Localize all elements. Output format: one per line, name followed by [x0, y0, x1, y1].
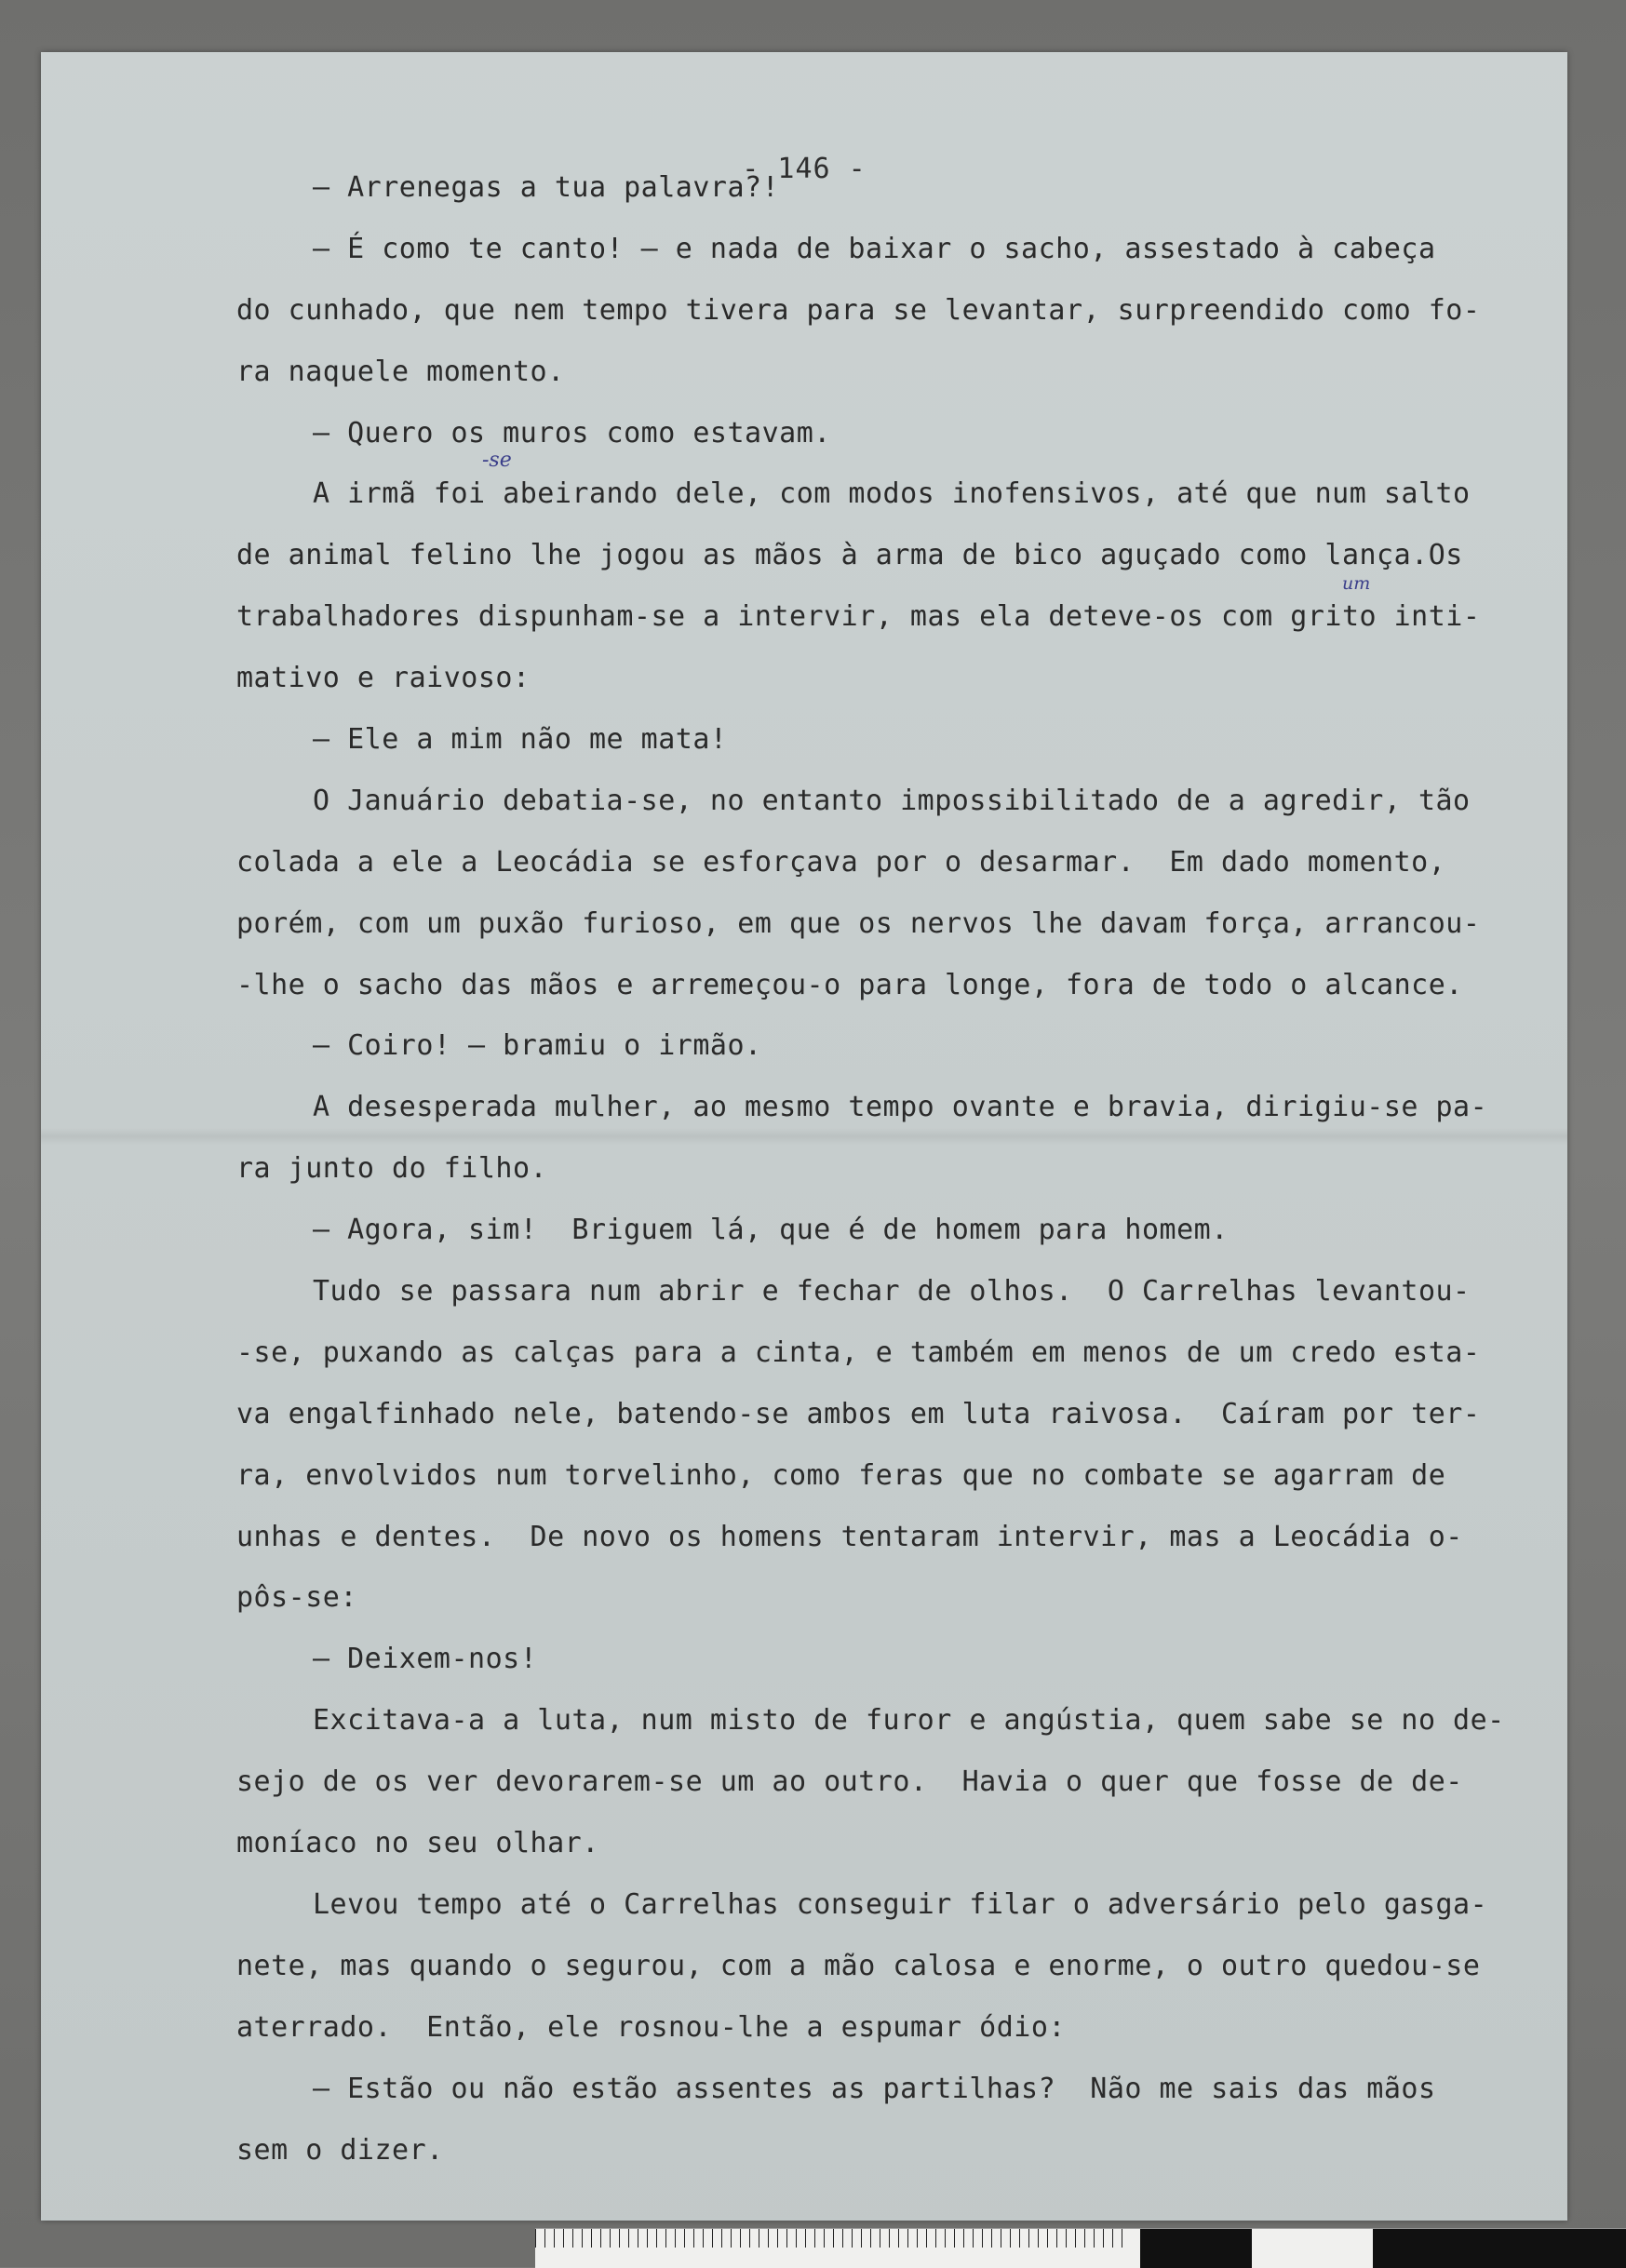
text-line: — Coiro! — bramiu o irmão.	[313, 1029, 762, 1063]
text-line: sem o dizer.	[236, 2133, 444, 2167]
page-number: - 146 -	[742, 153, 867, 185]
text-line: — É como te canto! — e nada de baixar o sacho, assestado à cabeça	[313, 232, 1436, 265]
text-line: pôs-se:	[236, 1581, 357, 1615]
body-text	[236, 164, 1567, 2187]
text-line: — Deixem-nos!	[313, 1643, 538, 1676]
ruler-block	[1373, 2229, 1626, 2268]
text-line: sejo de os ver devorarem-se um ao outro. Havia o quer que fosse de de-	[236, 1765, 1463, 1799]
text-line: — Estão ou não estão assentes as partilhas? Não me sais das mãos	[313, 2072, 1436, 2105]
text-line: ra, envolvidos num torvelinho, como feras que no combate se agarram de	[236, 1458, 1446, 1492]
text-line: Excitava-a a luta, num misto de furor e angústia, quem sabe se no de-	[313, 1704, 1505, 1738]
text-line: ra naquele momento.	[236, 355, 565, 388]
text-line: A desesperada mulher, ao mesmo tempo ovante e bravia, dirigiu-se pa-	[313, 1091, 1488, 1124]
text-line: A irmã foi abeirando dele, com modos inofensivos, até que num salto	[313, 477, 1471, 511]
text-line: Levou tempo até o Carrelhas conseguir filar o adversário pelo gasga-	[313, 1887, 1488, 1921]
text-line: -se, puxando as calças para a cinta, e também em menos de um credo esta-	[236, 1335, 1481, 1369]
scan-ruler	[535, 2228, 1626, 2268]
text-line: de animal felino lhe jogou as mãos à arma de bico aguçado como lança.Os	[236, 539, 1463, 572]
text-line: aterrado. Então, ele rosnou-lhe a espumar ódio:	[236, 2010, 1066, 2044]
text-line: -lhe o sacho das mãos e arremeçou-o para longe, fora de todo o alcance.	[236, 968, 1463, 1001]
text-line: — Ele a mim não me mata!	[313, 723, 728, 757]
ruler-block	[1140, 2229, 1252, 2268]
text-line: — Agora, sim! Briguem lá, que é de homem para homem.	[313, 1214, 1229, 1247]
text-line: colada a ele a Leocádia se esforçava por o desarmar. Em dado momento,	[236, 845, 1446, 879]
text-line: va engalfinhado nele, batendo-se ambos em luta raivosa. Caíram por ter-	[236, 1397, 1481, 1430]
text-line: moníaco no seu olhar.	[236, 1827, 599, 1860]
text-line: mativo e raivoso:	[236, 662, 531, 695]
text-line: — Arrenegas a tua palavra?!	[313, 171, 780, 204]
text-line: ra junto do filho.	[236, 1152, 548, 1186]
text-line: trabalhadores dispunham-se a intervir, mas ela deteve-os com grito inti-	[236, 600, 1481, 634]
handwritten-annotation-se: -se	[482, 449, 512, 472]
text-line: unhas e dentes. De novo os homens tentaram intervir, mas a Leocádia o-	[236, 1520, 1463, 1553]
text-line: nete, mas quando o segurou, com a mão calosa e enorme, o outro quedou-se	[236, 1949, 1481, 1982]
text-line: — Quero os muros como estavam.	[313, 416, 831, 450]
handwritten-annotation-um: um	[1342, 573, 1371, 594]
ruler-ticks	[535, 2229, 1131, 2248]
text-line: O Januário debatia-se, no entanto impossibilitado de a agredir, tão	[313, 784, 1471, 817]
text-line: Tudo se passara num abrir e fechar de olhos. O Carrelhas levantou-	[313, 1275, 1471, 1308]
text-line: porém, com um puxão furioso, em que os nervos lhe davam força, arrancou-	[236, 906, 1481, 940]
text-line: do cunhado, que nem tempo tivera para se levantar, surpreendido como fo-	[236, 293, 1481, 327]
